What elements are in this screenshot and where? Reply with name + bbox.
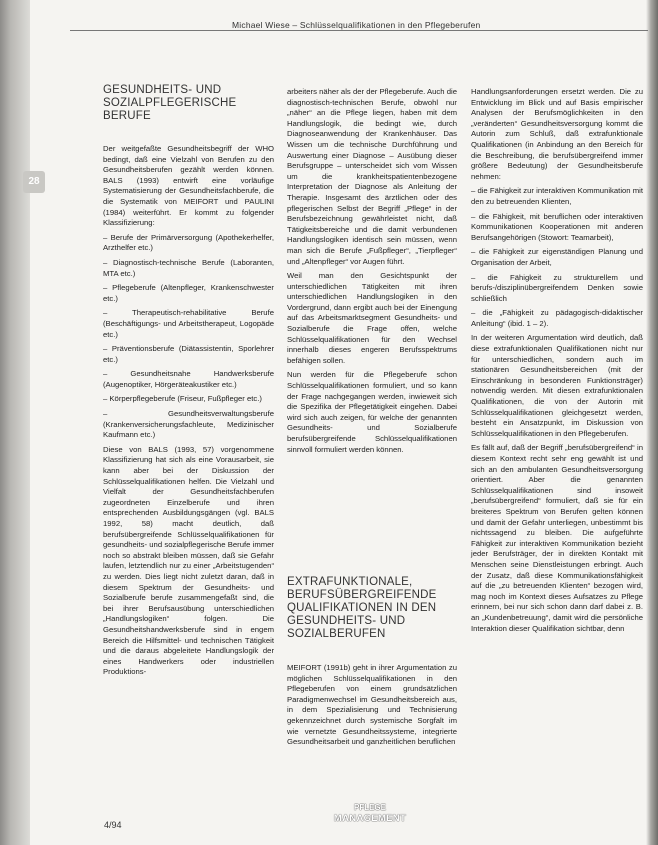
- list-item: – die „Fähigkeit zu pädagogisch-didaktischer Anleitung“ (ibid. 1 – 2).: [471, 308, 643, 328]
- paragraph: MEIFORT (1991b) geht in ihrer Argumentation zu möglichen Schlüsselqualifikationen in den Pflegeberufen von einem grundsätzlichen Paradigmenwechsel im Gesundheitsbereich aus, in dem Spezialisierung und Technisierung gekennzeichnet durch systemische Sorgfalt im wie vernetzte Gesundheitssysteme, integrierte Gesundheitsarbeit und ganzheitlichen beruflichen: [287, 663, 457, 747]
- paragraph: Es fällt auf, daß der Begriff „berufsübergreifend“ in diesem Kontext recht sehr eng gewählt ist und sich an den ambulanten Gesundheitsversorgung orientiert. Aber die genannten Schlüsselqualifikationen sind insoweit „berufsübergreifend“ formuliert, daß sie für ein breiteres Spektrum von Berufen gelten können und damit der Gefahr unterliegen, unbestimmt bis nichtssagend zu bleiben. Die aufgeführte Fähigkeit zur interaktiven Kommunikation bezieht jeder Berufsträger, der in direkten Kontakt mit Menschen seine Dienstleistungen erbringt. Auch der Zusatz, daß diese Kommunikationsfähigkeit auf die „zu betreuenden Klienten“ bezogen wird, mag noch im Kontext dieses Aufsatzes zu Pflege erinnern, bei nur sich schon dann darf dabei z. B. an „Kundenbetreuung“, damit wird die persönliche Interaktion dieser Qualifikation sichtbar, denn: [471, 443, 643, 633]
- text-column-3: [471, 87, 643, 638]
- text-column-2-lower: [287, 663, 457, 752]
- paragraph: Handlungsanforderungen ersetzt werden. Die zu Entwicklung im Blick und auf Basis empirischer Analysen der Berufsmöglichkeiten in den „veränderten“ Gesundheitsversorgung kommt die Autorin zum Schluß, daß extrafunktionale Qualifikationen (in Anbindung an den Bereich für die Beschreibung, die berufsübergreifend immer größere Bedeutung) der Gesundheitsberufe nehmen:: [471, 87, 643, 181]
- list-item: – Präventionsberufe (Diätassistentin, Sporlehrer etc.): [103, 344, 274, 364]
- logo-line-1: PFLEGE: [353, 803, 386, 812]
- list-item: – Körperpflegeberufe (Friseur, Fußpfleger etc.): [103, 394, 262, 404]
- list-item: – Gesundheitsnahe Handwerksberufe (Augenoptiker, Hörgeräteakustiker etc.): [103, 369, 274, 389]
- list-item: – die Fähigkeit, mit beruflichen oder interaktiven Kommunikationen Kooperationen mit anderen Berufsangehörigen (Stowort: Teamarbeit),: [471, 211, 643, 242]
- folio-issue-number: 4/94: [104, 820, 122, 830]
- list-item: – die Fähigkeit zur eigenständigen Planung und Organisation der Arbeit,: [471, 247, 643, 267]
- paragraph: Der weitgefaßte Gesundheitsbegriff der WHO bedingt, daß eine Vielzahl von Berufen zu den Gesundheitsberufen gezählt werden können. BALS (1993) entwirft eine vorläufige Systematisierung der Gesundheitsfachberufe, die die Systematik von MEIFORT und PAULINI (1984) weiterführt. Er kommt zu folgender Klassifizierung:: [103, 144, 274, 228]
- logo-line-2: MANAGEMENT: [333, 813, 407, 824]
- list-item: – Pflegeberufe (Altenpfleger, Krankenschwester etc.): [103, 283, 274, 303]
- list-item: – Therapeutisch-rehabilitative Berufe (Beschäftigungs- und Arbeitstherapeut, Logopäde etc.): [103, 308, 274, 339]
- section-heading-1: GESUNDHEITS- UND SOZIALPFLEGERISCHE BERUFE: [103, 84, 237, 122]
- text-column-1: [103, 144, 274, 682]
- list-item: – die Fähigkeit zu strukturellem und berufs-/disziplinübergreifendem Denken sowie schließlich: [471, 272, 643, 303]
- list-item: – die Fähigkeit zur interaktiven Kommunikation mit den zu betreuenden Klienten,: [471, 186, 643, 206]
- page-edge-shadow: [646, 0, 658, 845]
- text-column-2: [287, 87, 457, 459]
- list-item: – Diagnostisch-technische Berufe (Laboranten, MTA etc.): [103, 257, 274, 278]
- section-heading-2: EXTRAFUNKTIONALE, BERUFSÜBERGREIFENDE QUALIFIKATIONEN IN DEN GESUNDHEITS- UND SOZIALBERUFEN: [287, 576, 437, 640]
- page-gutter-shadow: [0, 0, 30, 845]
- page-number-badge: 28: [23, 171, 45, 193]
- list-item: – Gesundheitsverwaltungsberufe (Krankenversicherungsfachleute, Medizinischer Kaufmann etc.): [103, 409, 274, 440]
- magazine-logo: [322, 802, 418, 826]
- header-rule: [70, 30, 648, 31]
- paragraph: arbeiters näher als der der Pflegeberufe. Auch die diagnostisch-technischen Berufe, obwohl nur „näher“ an die Pflege liegen, haben mit dem Handlungslogik, die bedingt wie, durch Diagnoseanwendung der Krankenhäuser. Das Wissen um die technische Durchführung und Auswertung einer Diagnose – Ausübung dieser Berufsgruppe – unterscheidet sich vom Wissen um die krankheitspatientenbezogene Interpretation der Diagnose als Anleitung der Therapie. Insgesamt des ärztlichen oder des pflegerischen Selbst der Begriff „Pflege“ in der Berufsbezeichnung gewährleistet nicht, daß Tätigkeitsbereiche und die damit verbundenen Handlungslogiken identisch sein müssen, wenn man sich die Berufe „Fußpfleger“, „Tierpfleger“ und „Altenpfleger“ vor Augen führt.: [287, 87, 457, 266]
- paragraph: Nun werden für die Pflegeberufe schon Schlüsselqualifikationen formuliert, und so kann der Frage nachgegangen werden, inwieweit sich die Spezifika der Pflegetätigkeit eingehen. Dabei wird sich auch zeigen, für welche der genannten Gesundheits- und Sozialberufe berufsübergreifende Schlüsselqualifikationen sinnvoll formuliert werden können.: [287, 370, 457, 454]
- running-header: Michael Wiese – Schlüsselqualifikationen in den Pflegeberufen: [232, 20, 481, 30]
- paragraph: In der weiteren Argumentation wird deutlich, daß diese extrafunktionalen Qualifikationen nicht nur für unterschiedlichen, sondern auch im stationären Gesundheitsbereichen (mit der Einschränkung in besonderen Funktionsträger) notwendig werden. Mit diesen extrafunktionalen Qualifikationen, die von der Autorin mit Schlüsselqualifikationen gleichgesetzt werden, besteht ein Ansatzpunkt, im Diskussion von Schlüsselqualifikationen in den Pflegeberufen.: [471, 333, 643, 438]
- paragraph: Weil man den Gesichtspunkt der unterschiedlichen Tätigkeiten mit ihren unterschiedlichen Handlungslogiken in den Vordergrund, dann ergibt auch bei der Einengung auf das Arbeitsmarktsegment Gesundheits- und Sozialberufe die Frage offen, welche Schlüsselqualifikationen für den Wechsel innerhalb dieses engeren Berufsspektrums befähigen sollen.: [287, 271, 457, 365]
- paragraph: Diese von BALS (1993, 57) vorgenommene Klassifizierung hat sich als eine Vorausarbeit, sie kann aber bei der Diskussion der Schlüsselqualifikationen helfen. Die Vielzahl und Vielfalt der Gesundheitsfachberufen zugeordneten Einzelberufe und ihren entsprechenden Ausbildungsgängen (vgl. BALS 1992, 58) macht deutlich, daß berufsübergreifende Schlüsselqualifikationen für gesundheits- und sozialpflegerische Berufe immer noch so abstrakt bleiben müssen, daß sie Gefahr laufen, letztendlich nur zu einer „Arbeitstugenden“ zu werden. Dies liegt nicht zuletzt daran, daß in diesem Spektrum der Gesundheits- und Sozialberufe berufe zusammengefaßt sind, die bei ihrer Berufsausübung unterschiedlichen „Handlungslogiken“ folgen. Die Gesundheitshandwerksberufe sind in engem Bereich die Hilfsmittel- und technischen Tätigkeit und die daraus abgeleitete Handlungslogik der eines Handwerkers oder industriellen Produktions-: [103, 444, 274, 677]
- list-item: – Berufe der Primärversorgung (Apothekerhelfer, Arzthelfer etc.): [103, 232, 274, 253]
